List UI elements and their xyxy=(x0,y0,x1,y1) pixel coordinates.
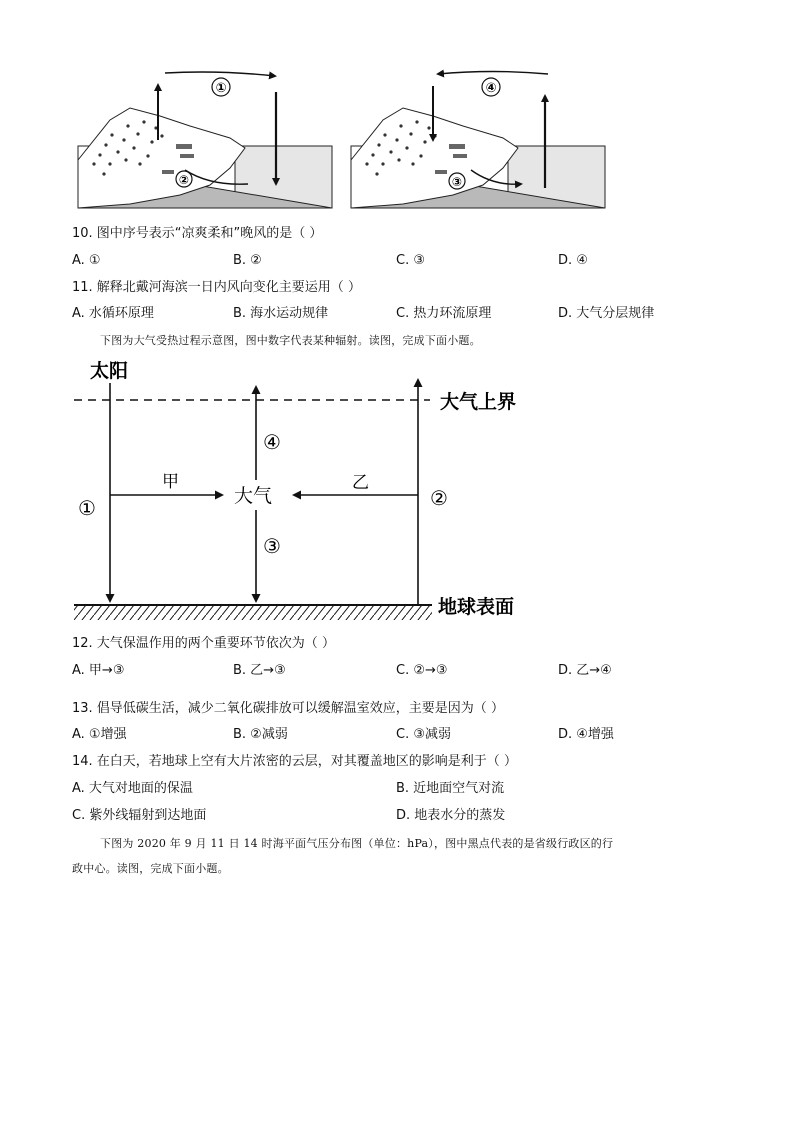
daytime-panel xyxy=(78,72,332,208)
radiation-2-label: ② xyxy=(430,486,448,510)
sun-label: 太阳 xyxy=(90,360,129,382)
night-panel xyxy=(351,72,605,209)
q10-option-b: B. ② xyxy=(233,253,262,268)
question-13: 13. 倡导低碳生活，减少二氧化碳排放可以缓解温室效应，主要是因为（ ） xyxy=(72,701,504,716)
q10-option-c: C. ③ xyxy=(396,253,425,268)
q11-option-b: B. 海水运动规律 xyxy=(233,306,329,321)
radiation-3-label: ③ xyxy=(263,534,281,558)
earth-surface-label: 地球表面 xyxy=(438,596,515,618)
label-circle-1: ① xyxy=(215,81,227,96)
q12-option-d: D. 乙→④ xyxy=(558,663,612,678)
q12-option-c: C. ②→③ xyxy=(396,663,448,678)
q12-option-a: A. 甲→③ xyxy=(72,663,125,678)
intro-pressure-map-line1: 下图为 2020 年 9 月 11 日 14 时海平面气压分布图（单位：hPa），图中黑点代表的是省级行政区的行 xyxy=(100,837,614,850)
q13-option-d: D. ④增强 xyxy=(558,727,614,742)
q12-option-b: B. 乙→③ xyxy=(233,663,286,678)
radiation-1-label: ① xyxy=(78,496,96,520)
q11-option-a: A. 水循环原理 xyxy=(72,306,154,321)
top-of-atmosphere-label: 大气上界 xyxy=(440,391,517,413)
q10-option-a: A. ① xyxy=(72,253,101,268)
radiation-4-label: ④ xyxy=(263,430,281,454)
question-10: 10. 图中序号表示“凉爽柔和”晚风的是（ ） xyxy=(72,226,323,241)
label-circle-4: ④ xyxy=(485,81,497,96)
q14-option-a: A. 大气对地面的保温 xyxy=(72,781,193,796)
atmosphere-heating-figure xyxy=(70,355,540,635)
label-circle-3: ③ xyxy=(451,175,463,189)
q11-option-c: C. 热力环流原理 xyxy=(396,306,492,321)
q14-option-d: D. 地表水分的蒸发 xyxy=(396,808,506,823)
intro-heating-process: 下图为大气受热过程示意图，图中数字代表某种辐射。读图，完成下面小题。 xyxy=(100,334,481,347)
q14-option-c: C. 紫外线辐射到达地面 xyxy=(72,808,207,823)
question-11: 11. 解释北戴河海滨一日内风向变化主要运用（ ） xyxy=(72,280,361,295)
q13-option-c: C. ③减弱 xyxy=(396,727,451,742)
yi-label: 乙 xyxy=(352,473,369,493)
label-circle-2: ② xyxy=(178,173,190,187)
question-12: 12. 大气保温作用的两个重要环节依次为（ ） xyxy=(72,636,335,651)
atmosphere-label: 大气 xyxy=(234,485,273,507)
q10-option-d: D. ④ xyxy=(558,253,588,268)
sea-land-breeze-figure xyxy=(70,60,615,212)
q14-option-b: B. 近地面空气对流 xyxy=(396,781,505,796)
q11-option-d: D. 大气分层规律 xyxy=(558,306,655,321)
q13-option-b: B. ②减弱 xyxy=(233,727,288,742)
question-14: 14. 在白天，若地球上空有大片浓密的云层，对其覆盖地区的影响是利于（ ） xyxy=(72,754,517,769)
intro-pressure-map-line2: 政中心。读图，完成下面小题。 xyxy=(72,862,229,875)
q13-option-a: A. ①增强 xyxy=(72,727,127,742)
jia-label: 甲 xyxy=(162,472,179,492)
